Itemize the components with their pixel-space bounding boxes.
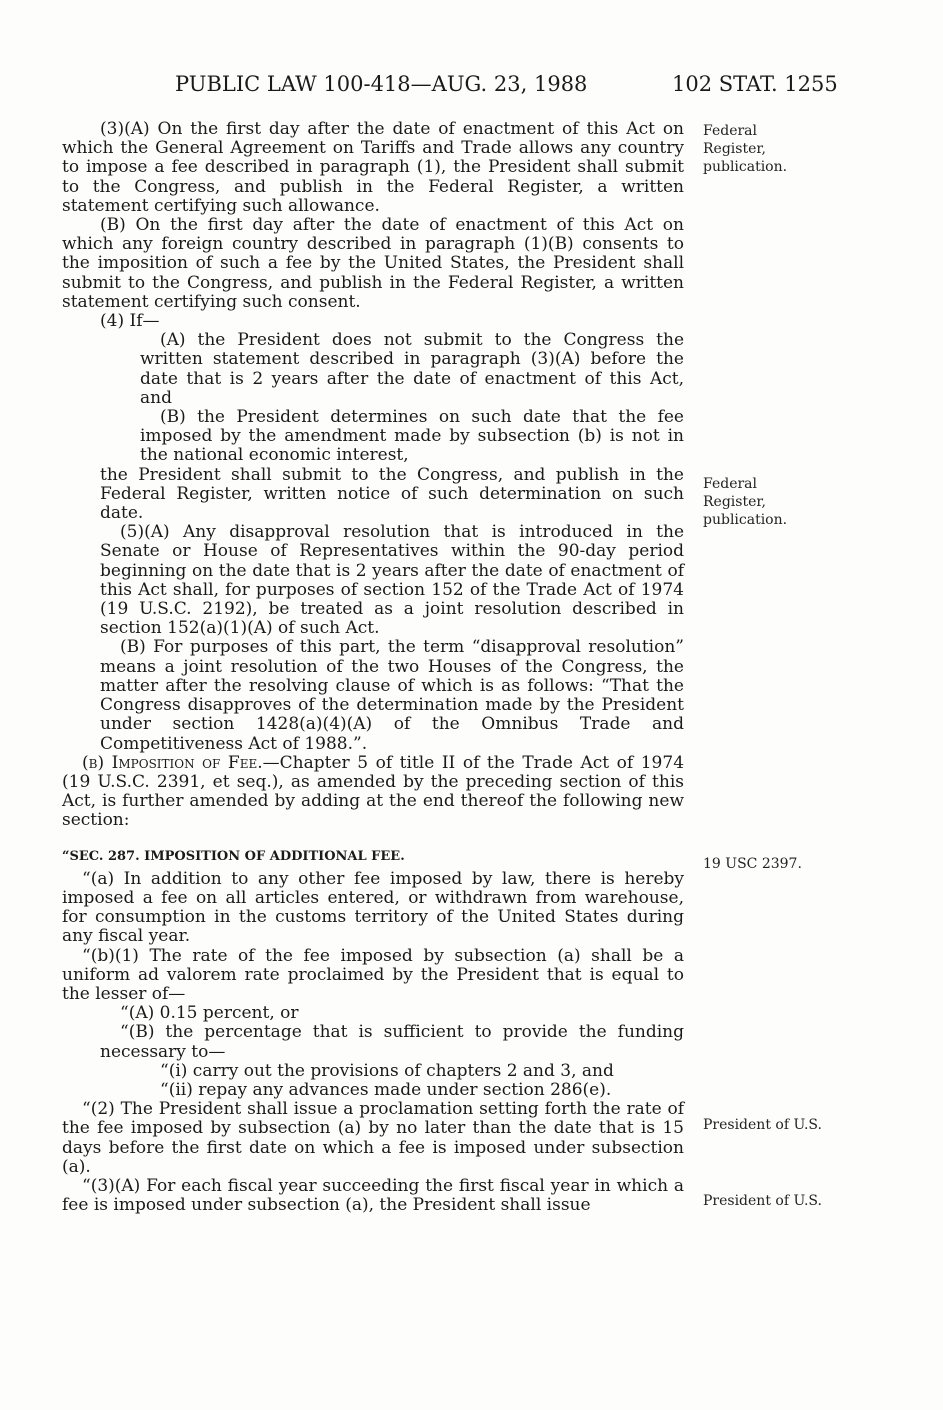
section-287-b1-a: “(A) 0.15 percent, or [120, 1003, 299, 1024]
paragraph-4-conclusion: the President shall submit to the Congress, and publish in the Federal Register, written notice of such determination on such date. [100, 464, 684, 524]
subsection-b [62, 754, 684, 831]
sidenote-line: publication. [703, 512, 788, 528]
sidenote-line: Register, [703, 494, 766, 510]
section-287-b2: “(2) The President shall issue a proclamation setting forth the rate of the fee imposed by subsection (a) by no later than the date that is 15 days before the first date on which a fee is imposed under subsection (a). [62, 1099, 684, 1177]
subsection-b-text: —Chapter 5 of title II of the Trade Act of 1974 (19 U.S.C. 2391, et seq.), as amended by the preceding section of this Act, is further amended by adding at the end thereof the following new section: [62, 752, 685, 831]
paragraph-4: (4) If— [100, 311, 160, 332]
sidenote-line: Federal [703, 123, 757, 139]
sidenote-line: publication. [703, 159, 788, 175]
subsection-b-heading: (b) Imposition of Fee. [82, 752, 263, 773]
sidenote-line: Federal [703, 476, 757, 492]
paragraph-5b: (B) For purposes of this part, the term “disapproval resolution” means a joint resolution of the two Houses of the Congress, the matter after the resolving clause of which is as follows: “That the Congress disapproves of the determination made by the President under section 1428(a)(4)(A) of the Omnibus Trade and Competitiveness Act of 1988.”. [100, 637, 684, 754]
page-stat-number: 102 STAT. 1255 [672, 72, 838, 96]
sidenote-usc-citation: 19 USC 2397. [703, 856, 802, 872]
running-head-title: PUBLIC LAW 100-418—AUG. 23, 1988 [175, 72, 588, 96]
paragraph-5a: (5)(A) Any disapproval resolution that is introduced in the Senate or House of Representatives within the 90-day period beginning on the date that is 2 years after the date of enactment of this Act shall, for purposes of section 152 of the Trade Act of 1974 (19 U.S.C. 2192), be treated as a joint resolution described in section 152(a)(1)(A) of such Act. [100, 522, 684, 639]
section-287-a: “(a) In addition to any other fee imposed by law, there is hereby imposed a fee on all articles entered, or withdrawn from warehouse, for consumption in the customs territory of the United States during any fiscal year. [62, 868, 684, 947]
paragraph-4b: (B) the President determines on such date that the fee imposed by the amendment made by subsection (b) is not in the national economic interest, [140, 407, 684, 466]
paragraph-3b: (B) On the first day after the date of enactment of this Act on which any foreign country described in paragraph (1)(B) consents to the imposition of such a fee by the United States, the President shall submit to the Congress, and publish in the Federal Register, a written statement certifying such consent. [62, 215, 684, 312]
section-287-b3a: “(3)(A) For each fiscal year succeeding the first fiscal year in which a fee is imposed under subsection (a), the President shall issue [62, 1175, 684, 1216]
section-title: “SEC. 287. IMPOSITION OF ADDITIONAL FEE. [62, 848, 405, 864]
sidenote-president-2: President of U.S. [703, 1193, 822, 1209]
sidenote-federal-register-1 [703, 122, 823, 176]
section-287-b1-b: “(B) the percentage that is sufficient to provide the funding necessary to— [100, 1022, 684, 1062]
sidenote-line: Register, [703, 141, 766, 157]
section-287-b1-b-ii: “(ii) repay any advances made under section 286(e). [160, 1079, 612, 1100]
paragraph-4a: (A) the President does not submit to the Congress the written statement described in paragraph (3)(A) before the date that is 2 years after the date of enactment of this Act, and [140, 330, 684, 408]
paragraph-3a: (3)(A) On the first day after the date of enactment of this Act on which the General Agreement on Tariffs and Trade allows any country to impose a fee described in paragraph (1), the President shall submit to the Congress, and publish in the Federal Register, a written statement certifying such allowance. [62, 119, 684, 216]
sidenote-federal-register-2 [703, 475, 823, 529]
section-287-b1: “(b)(1) The rate of the fee imposed by subsection (a) shall be a uniform ad valorem rate proclaimed by the President that is equal to the lesser of— [62, 945, 684, 1004]
section-287-b1-b-i: “(i) carry out the provisions of chapters 2 and 3, and [160, 1060, 614, 1081]
sidenote-president-1: President of U.S. [703, 1117, 822, 1133]
body-text [62, 120, 684, 1215]
